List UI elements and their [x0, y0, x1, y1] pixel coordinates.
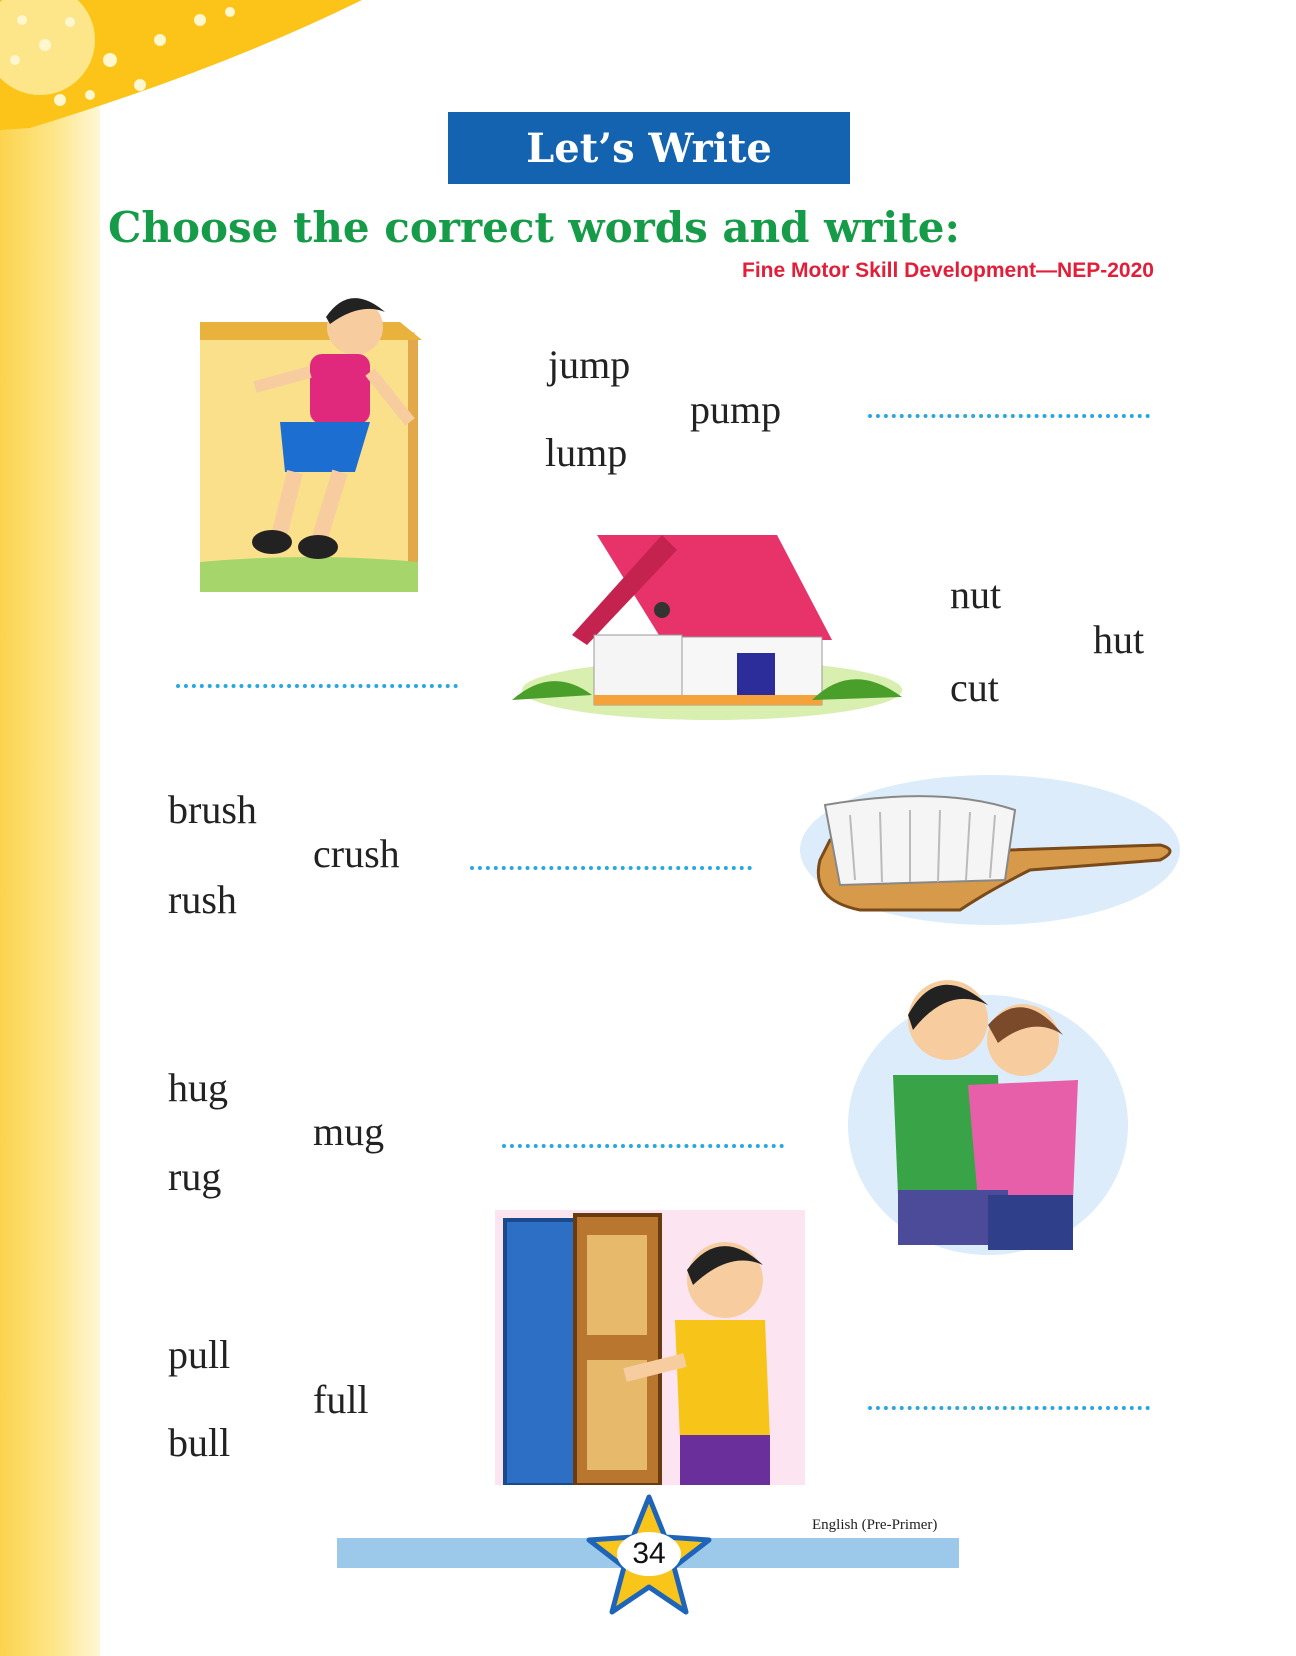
option-word: hug — [168, 1065, 228, 1110]
option-word: rug — [168, 1154, 222, 1199]
option-word: cut — [950, 665, 999, 710]
answer-line[interactable] — [176, 678, 458, 688]
option-word: nut — [950, 572, 1002, 617]
page-number: 34 — [632, 1537, 666, 1570]
option-word: rush — [168, 877, 237, 922]
answer-line[interactable] — [868, 1400, 1150, 1410]
option-word: brush — [168, 787, 257, 832]
book-title: English (Pre-Primer) — [812, 1517, 938, 1533]
answer-line[interactable] — [868, 408, 1150, 418]
exercise-heading: Choose the correct words and write: — [108, 203, 960, 252]
boy-pulling-door-illustration — [495, 1210, 805, 1485]
boy-jumping-illustration — [200, 262, 440, 592]
section-banner: Let’s Write — [448, 112, 850, 184]
boys-hugging-illustration — [838, 965, 1128, 1255]
option-word: hut — [1093, 617, 1145, 662]
option-word: pump — [690, 387, 782, 432]
answer-line[interactable] — [502, 1138, 784, 1148]
option-word: jump — [548, 342, 631, 387]
option-word: pull — [168, 1332, 231, 1377]
brush-illustration — [790, 770, 1185, 930]
page-margin-strip — [0, 0, 100, 1656]
hut-illustration — [512, 525, 907, 725]
option-word: full — [313, 1377, 369, 1422]
option-word: lump — [545, 430, 628, 475]
answer-line[interactable] — [470, 860, 752, 870]
exercise-subheading: Fine Motor Skill Development—NEP-2020 — [742, 259, 1154, 282]
option-word: mug — [313, 1109, 385, 1154]
sun-decoration — [0, 0, 380, 130]
option-word: crush — [313, 831, 400, 876]
option-word: bull — [168, 1420, 231, 1465]
